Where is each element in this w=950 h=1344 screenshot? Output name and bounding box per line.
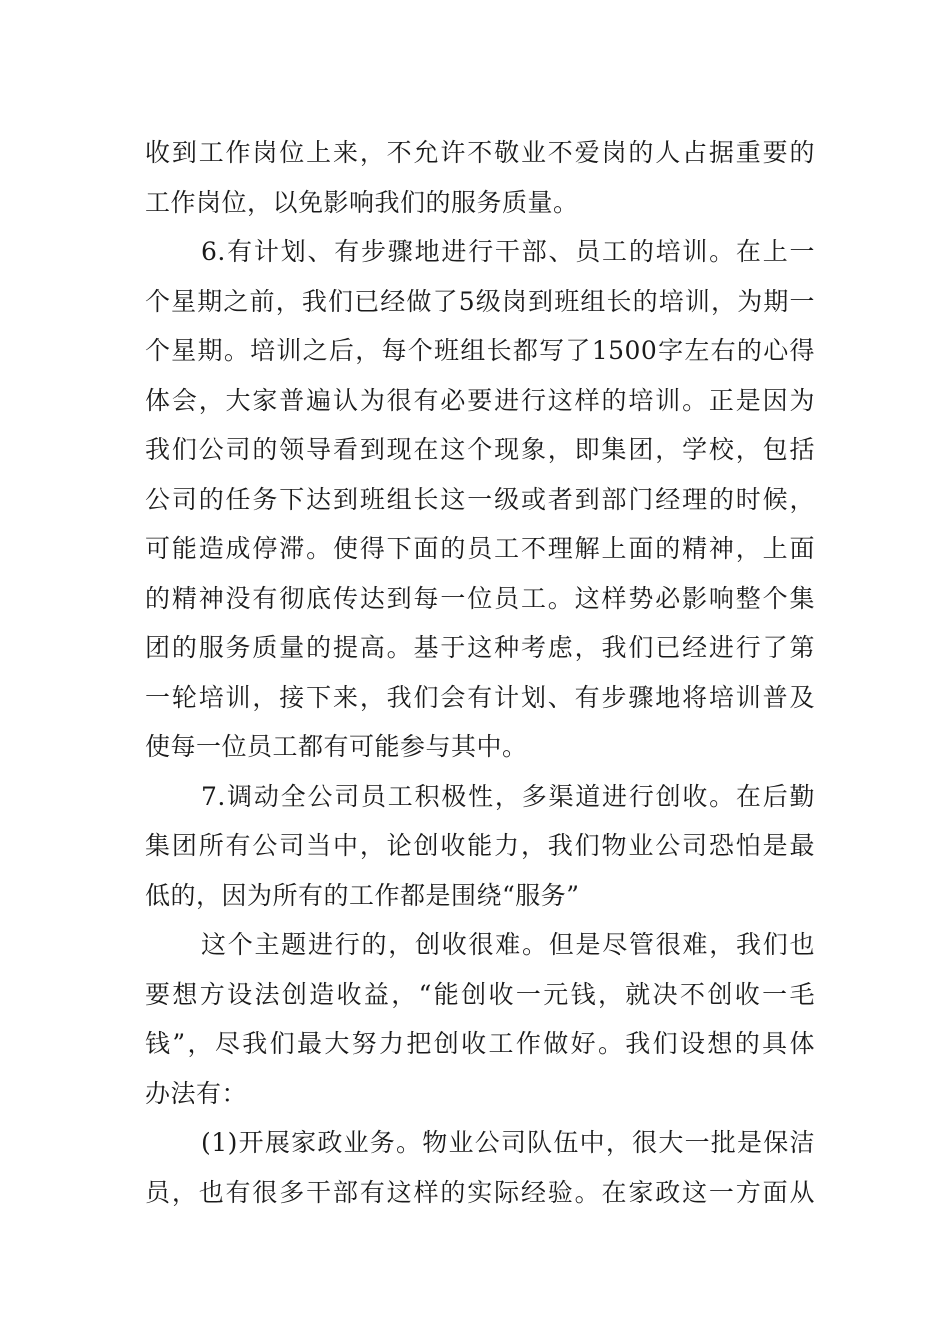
text-line: 工作岗位，以免影响我们的服务质量。 bbox=[145, 187, 579, 217]
text-line: 我们公司的领导看到现在这个现象，即集团，学校，包括 bbox=[145, 435, 815, 464]
text-line: 个星期之前，我们已经做了5级岗到班组长的培训，为期一 bbox=[145, 286, 815, 316]
text-line: 可能造成停滞。使得下面的员工不理解上面的精神，上面 bbox=[145, 534, 815, 563]
text-line: 一轮培训，接下来，我们会有计划、有步骤地将培训普及 bbox=[145, 682, 815, 712]
paragraph-first-line: 这个主题进行的，创收很难。但是尽管很难，我们也 bbox=[201, 930, 815, 959]
text-line: 集团所有公司当中，论创收能力，我们物业公司恐怕是最 bbox=[145, 831, 815, 860]
paragraph-7-first-line: 7.调动全公司员工积极性，多渠道进行创收。在后勤 bbox=[201, 781, 815, 811]
text-line: 办法有： bbox=[145, 1078, 248, 1108]
text-line: 团的服务质量的提高。基于这种考虑，我们已经进行了第 bbox=[145, 633, 815, 662]
list-item-1-first-line: (1)开展家政业务。物业公司队伍中，很大一批是保洁 bbox=[201, 1128, 815, 1157]
text-line: 低的，因为所有的工作都是围绕“服务” bbox=[145, 880, 580, 910]
text-line: 钱”，尽我们最大努力把创收工作做好。我们设想的具体 bbox=[145, 1029, 815, 1058]
text-line: 员，也有很多干部有这样的实际经验。在家政这一方面从 bbox=[145, 1177, 815, 1207]
text-line: 体会，大家普遍认为很有必要进行这样的培训。正是因为 bbox=[145, 385, 815, 415]
text-line: 要想方设法创造收益，“能创收一元钱，就决不创收一毛 bbox=[145, 979, 815, 1009]
text-line: 使每一位员工都有可能参与其中。 bbox=[145, 732, 528, 761]
text-line: 个星期。培训之后，每个班组长都写了1500字左右的心得 bbox=[145, 336, 815, 365]
text-line: 公司的任务下达到班组长这一级或者到部门经理的时候， bbox=[145, 484, 815, 514]
text-line: 的精神没有彻底传达到每一位员工。这样势必影响整个集 bbox=[145, 583, 815, 613]
text-line: 收到工作岗位上来，不允许不敬业不爱岗的人占据重要的 bbox=[145, 138, 815, 167]
body-text bbox=[145, 128, 815, 1217]
paragraph-6-first-line: 6.有计划、有步骤地进行干部、员工的培训。在上一 bbox=[201, 237, 815, 266]
